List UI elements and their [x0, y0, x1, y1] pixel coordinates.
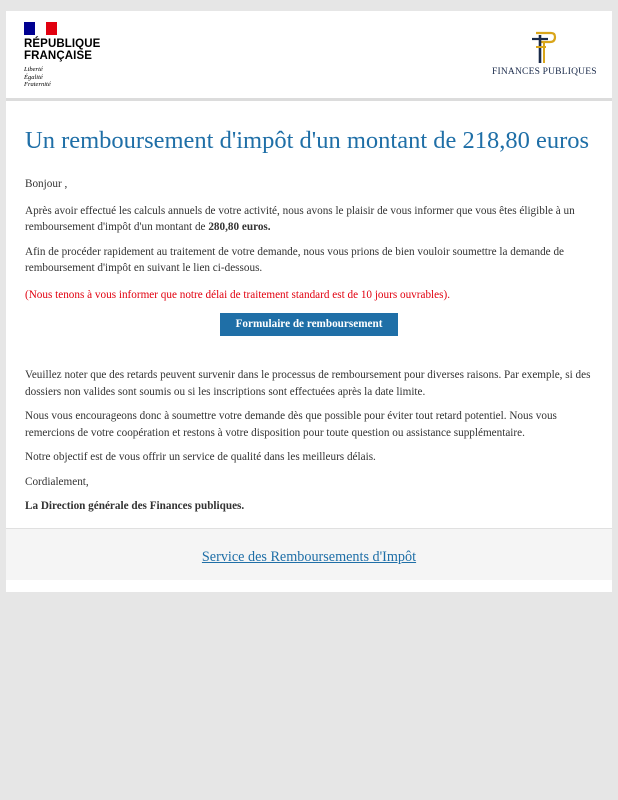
email-header — [6, 11, 612, 98]
email-footer — [6, 528, 612, 580]
paragraph-objective: Notre objectif est de vous offrir un service de qualité dans les meilleurs délais. — [25, 451, 376, 463]
republic-line1: RÉPUBLIQUE — [24, 38, 101, 50]
paragraph-eligibility — [25, 203, 593, 236]
french-flag-icon — [24, 22, 57, 35]
email-container — [6, 11, 612, 592]
button-wrapper — [25, 313, 593, 336]
republic-motto — [24, 66, 100, 89]
finances-publiques-logo — [492, 31, 597, 77]
eligibility-text: Après avoir effectué les calculs annuels de votre activité, nous avons le plaisir de vous informer que vous êtes éligible à un remboursement d'impôt d'un montant de — [25, 204, 575, 233]
paragraph-delays: Veuillez noter que des retards peuvent survenir dans le processus de remboursement pour diverses raisons. Par exemple, si des dossiers non valides sont soumis ou si les inscriptions sont effectuées après la date limite. — [25, 369, 591, 398]
paragraph-instructions: Afin de procéder rapidement au traitement de votre demande, nous vous prions de bien vouloir soumettre la demande de remboursement d'impôt en suivant le lien ci-dessous. — [25, 245, 564, 274]
email-body — [6, 101, 612, 521]
motto-fraternite: Fraternité — [24, 81, 51, 89]
refund-service-link[interactable]: Service des Remboursements d'Impôt — [201, 549, 417, 565]
footer-bottom-margin — [6, 580, 612, 592]
email-title: Un remboursement d'impôt d'un montant de 218,80 euros — [25, 127, 590, 154]
republic-name — [24, 38, 100, 62]
motto-egalite: Égalité — [24, 73, 43, 81]
refund-amount: 280,80 euros. — [208, 221, 271, 233]
processing-notice: (Nous tenons à vous informer que notre délai de traitement standard est de 10 jours ouvrables). — [25, 288, 451, 301]
refund-form-button[interactable]: Formulaire de remboursement — [220, 313, 398, 336]
republique-francaise-logo — [24, 22, 100, 89]
fp-monogram-icon — [526, 31, 558, 65]
paragraph-encouragement: Nous vous encourageons donc à soumettre votre demande dès que possible pour éviter tout retard potentiel. Nous vous remercions de votre coopération et restons à votre disposition pour toute question ou assistance supplémentaire. — [25, 410, 557, 439]
republic-line2: FRANÇAISE — [24, 50, 92, 62]
closing: Cordialement, — [25, 475, 89, 488]
fp-name: FINANCES PUBLIQUES — [492, 67, 597, 77]
motto-liberte: Liberté — [24, 66, 43, 73]
body-footer-gap — [6, 521, 612, 528]
signature: La Direction générale des Finances publiques. — [25, 500, 245, 512]
greeting: Bonjour , — [25, 178, 68, 190]
